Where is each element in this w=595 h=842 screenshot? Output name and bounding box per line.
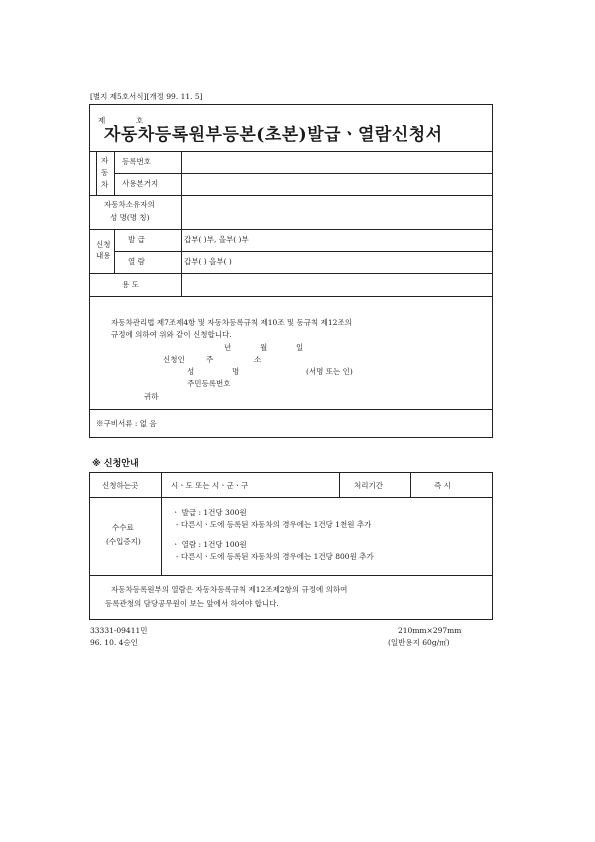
required-documents: ※구비서류 : 없 음 [96,419,157,428]
guide-table [89,472,493,620]
fee-issue: ㆍ 발급 : 1건당 300원 [172,508,247,517]
place-value: 시ㆍ도 또는 시ㆍ군ㆍ구 [171,481,249,490]
reg-number-field[interactable] [183,153,491,172]
statement-line-2: 규정에 의하여 위와 같이 신청합니다. [111,330,232,339]
date-year-label: 년 [224,343,232,352]
owner-label-2: 성 명(명 칭) [110,213,150,222]
id-number-label: 주민등록번호 [187,379,231,388]
purpose-field[interactable] [183,275,491,294]
vehicle-label-2: 동 [101,168,109,177]
form-code: 33331-09411민 [90,626,148,635]
paper-type: (일반용지 60g/㎡) [388,638,450,647]
owner-name-field[interactable] [183,197,491,227]
view-label: 열 람 [128,257,145,266]
approval-date: 96. 10. 4승인 [90,638,138,647]
view-copies-field[interactable]: 갑부( ) 을부( ) [184,257,232,266]
guide-note-1: 자동차등록원부의 열람은 자동차등록규칙 제12조제2항의 규정에 의하여 [111,585,348,594]
name-label: 성 [187,367,195,376]
recipient-label: 귀하 [144,392,159,401]
guide-note-2: 등록관청의 담당공무원이 보는 앞에서 하여야 합니다. [105,599,279,608]
name-label-2: 명 [232,367,240,376]
number-label-ho: 호 [136,116,144,125]
base-location-label: 사용본거지 [122,179,159,188]
fee-label: 수수료 [112,523,134,532]
base-location-field[interactable] [183,175,491,194]
period-value: 즉 시 [434,481,451,490]
request-label-1: 신청 [96,240,111,249]
fee-sub-label: (수입증지) [106,537,141,546]
fee-view: ㆍ 열람 : 1건당 100원 [172,540,247,549]
applicant-label: 신청인 [163,355,185,364]
purpose-label: 용 도 [122,280,139,289]
address-label-2: 소 [254,355,262,364]
guide-heading: ※ 신청안내 [92,459,139,469]
paper-size: 210mm×297mm [398,626,462,635]
fee-view-note: - 다른시ㆍ도에 등록된 자동차의 경우에는 1건당 800원 추가 [176,552,374,561]
vehicle-label-1: 자 [101,156,109,165]
date-month-label: 월 [260,343,268,352]
address-label: 주 [206,355,214,364]
number-label-je: 제 [98,116,106,125]
fee-issue-note: - 다른시ㆍ도에 등록된 자동차의 경우에는 1건당 1천원 추가 [176,520,372,529]
sign-label: (서명 또는 인) [306,367,353,376]
date-day-label: 일 [296,343,304,352]
issue-label: 발 급 [128,235,145,244]
reg-number-label: 등록번호 [122,157,151,166]
form-title: 자동차등록원부등본(초본)발급ㆍ열람신청서 [104,125,443,145]
request-label-2: 내용 [96,251,111,260]
form-reference: [별지 제5호서식][개정 99. 11. 5] [90,92,203,101]
period-label: 처리기간 [354,481,383,490]
owner-label-1: 자동차소유자의 [104,200,155,209]
place-label: 신청하는곳 [102,481,139,490]
statement-line-1: 자동차관리법 제7조제4항 및 자동차등록규칙 제10조 및 동규칙 제12조의 [111,318,352,327]
vehicle-label-3: 차 [101,180,109,189]
issue-copies-field[interactable]: 갑부( )부, 을부( )부 [184,235,249,244]
